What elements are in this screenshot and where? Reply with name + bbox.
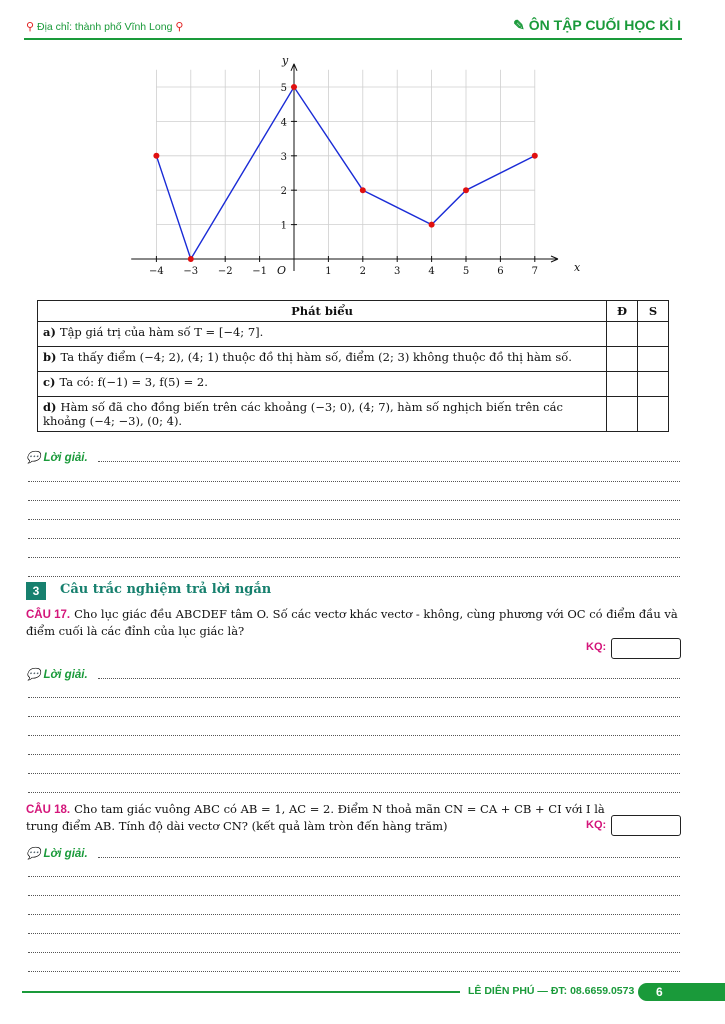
y-axis-label: y (282, 53, 289, 67)
table-row (38, 322, 669, 347)
answer-line[interactable] (28, 754, 680, 755)
function-graph (130, 52, 581, 282)
y-tick-label: 3 (280, 151, 287, 163)
answer-line[interactable] (28, 697, 680, 698)
answer-line[interactable] (28, 792, 680, 793)
answer-line[interactable] (28, 538, 680, 539)
answer-line[interactable] (28, 952, 680, 953)
col-false: S (638, 301, 669, 322)
data-point (532, 153, 538, 159)
solution-label (26, 667, 88, 681)
question-label: CÂU 18. (26, 804, 71, 816)
answer-line[interactable] (28, 895, 680, 896)
table-row (38, 347, 669, 372)
address-text: Địa chỉ: thành phố Vĩnh Long (36, 21, 173, 33)
y-tick-label: 1 (280, 220, 287, 232)
kq-label: KQ: (586, 819, 607, 831)
comment-icon: 💬 (26, 848, 41, 860)
statement-cell (38, 372, 607, 397)
x-tick-label: 4 (428, 266, 435, 277)
table-row (38, 372, 669, 397)
question-17 (26, 606, 684, 639)
y-tick-label: 2 (280, 186, 287, 198)
false-checkbox[interactable] (638, 322, 669, 347)
row-label: c) (43, 375, 56, 389)
false-checkbox[interactable] (638, 372, 669, 397)
header-divider (24, 38, 682, 40)
series-line (156, 87, 534, 259)
data-point (360, 187, 366, 193)
footer-author: LÊ DIÊN PHÚ — ĐT: 08.6659.0573 (468, 985, 635, 997)
solution-label-text: Lời giải. (43, 848, 88, 860)
solution-label (26, 846, 88, 860)
solution-label (26, 450, 88, 464)
data-point (463, 187, 469, 193)
answer-line[interactable] (28, 500, 680, 501)
answer-line[interactable] (28, 557, 680, 558)
question-text: Cho lục giác đều ABCDEF tâm O. Số các vectơ khác vectơ - không, cùng phương với OC có điểm đầu và điểm cuối là các đỉnh của lục giác là? (26, 607, 678, 638)
data-point (188, 256, 194, 262)
edit-icon: ✎ (513, 17, 525, 33)
answer-line[interactable] (28, 933, 680, 934)
true-checkbox[interactable] (607, 397, 638, 432)
row-text: Ta có: f(−1) = 3, f(5) = 2. (59, 375, 208, 389)
answer-line[interactable] (28, 876, 680, 877)
answer-line[interactable] (28, 519, 680, 520)
x-tick-label: −2 (217, 266, 233, 277)
row-label: b) (43, 350, 57, 364)
row-text: Ta thấy điểm (−4; 2), (4; 1) thuộc đồ thị hàm số, điểm (2; 3) không thuộc đồ thị hàm số. (60, 350, 572, 364)
solution-label-text: Lời giải. (43, 452, 88, 464)
comment-icon: 💬 (26, 669, 41, 681)
answer-line[interactable] (28, 716, 680, 717)
row-text: Hàm số đã cho đồng biến trên các khoảng (−3; 0), (4; 7), hàm số nghịch biến trên các khoảng (−4; −3), (0; 4). (43, 400, 563, 428)
x-tick-label: 3 (394, 266, 401, 277)
question-text: Cho tam giác vuông ABC có AB = 1, AC = 2. Điểm N thoả mãn CN = CA + CB + CI với I là trung điểm AB. Tính độ dài vectơ CN? (kết quả làm tròn đến hàng trăm) (26, 802, 605, 833)
x-tick-label: 2 (359, 266, 366, 277)
answer-line[interactable] (28, 971, 680, 972)
x-tick-label: −1 (252, 266, 267, 277)
section-number: 3 (26, 582, 46, 600)
y-tick-label: 5 (280, 83, 287, 94)
header-title (513, 17, 681, 34)
table-header-row (38, 301, 669, 322)
section-title: Câu trắc nghiệm trả lời ngắn (60, 582, 272, 597)
statement-cell (38, 347, 607, 372)
comment-icon: 💬 (26, 452, 41, 464)
question-18 (26, 801, 626, 834)
x-tick-label: 5 (462, 266, 470, 277)
x-tick-label: 1 (325, 266, 332, 277)
x-tick-label: 7 (531, 266, 538, 277)
x-axis-label: x (574, 261, 581, 274)
data-point (429, 222, 435, 228)
x-tick-label: −4 (149, 266, 164, 277)
answer-line[interactable] (98, 857, 680, 858)
answer-line[interactable] (28, 735, 680, 736)
answer-line[interactable] (98, 678, 680, 679)
question-label: CÂU 17. (26, 609, 71, 621)
location-pin-icon: ⚲ (175, 21, 184, 33)
x-tick-label: 6 (497, 266, 504, 277)
x-tick-label: −3 (183, 266, 199, 277)
true-checkbox[interactable] (607, 372, 638, 397)
row-text: Tập giá trị của hàm số T = [−4; 7]. (59, 325, 264, 339)
row-label: a) (43, 325, 56, 339)
header-title-text: ÔN TẬP CUỐI HỌC KÌ I (528, 17, 681, 33)
true-checkbox[interactable] (607, 347, 638, 372)
col-true: Đ (607, 301, 638, 322)
data-point (291, 84, 297, 90)
answer-line[interactable] (98, 461, 680, 462)
data-point (153, 153, 159, 159)
row-label: d) (43, 400, 57, 414)
true-checkbox[interactable] (607, 322, 638, 347)
statement-cell (38, 322, 607, 347)
location-pin-icon: ⚲ (26, 21, 35, 33)
table-row (38, 397, 669, 432)
false-checkbox[interactable] (638, 347, 669, 372)
statement-table (37, 300, 669, 432)
statement-cell (38, 397, 607, 432)
col-statement: Phát biểu (38, 301, 607, 322)
page-number (638, 983, 725, 1001)
answer-line[interactable] (28, 576, 680, 577)
answer-box-18[interactable] (611, 815, 681, 836)
answer-box-17[interactable] (611, 638, 681, 659)
origin-label: O (276, 264, 286, 277)
header-address (26, 20, 183, 33)
page-number-text: 6 (656, 985, 663, 999)
solution-label-text: Lời giải. (43, 669, 88, 681)
answer-line[interactable] (28, 773, 680, 774)
y-tick-label: 4 (280, 117, 287, 129)
answer-line[interactable] (28, 914, 680, 915)
false-checkbox[interactable] (638, 397, 669, 432)
kq-label: KQ: (586, 641, 607, 653)
footer-divider (22, 991, 460, 993)
answer-line[interactable] (28, 481, 680, 482)
